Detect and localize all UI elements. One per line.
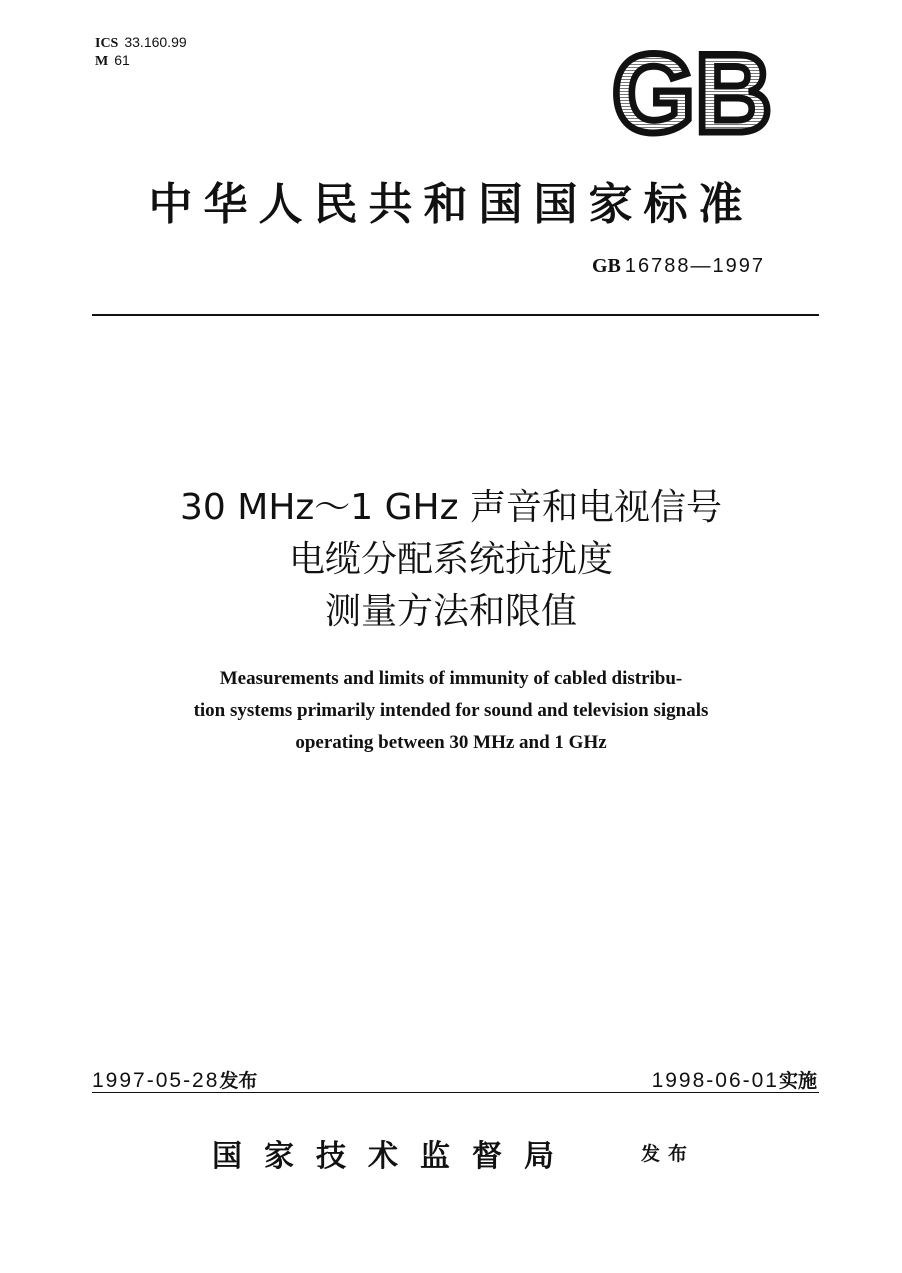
class-label: M (95, 54, 109, 69)
chinese-title-line-2: 电缆分配系统抗扰度 (288, 539, 613, 580)
class-value: 61 (114, 52, 130, 68)
classification-codes (95, 34, 187, 70)
standard-number (592, 255, 765, 278)
logo-text: GB (612, 46, 772, 142)
issuing-authority: 国家技术监督局 (212, 1139, 576, 1174)
implement-label: 实施 (778, 1070, 817, 1092)
english-title-line-3: operating between 30 MHz and 1 GHz (295, 732, 607, 753)
publish-date (92, 1066, 257, 1093)
ics-label: ICS (95, 36, 119, 51)
gb-logo (610, 46, 775, 142)
implement-date (652, 1066, 817, 1093)
english-title (0, 663, 902, 759)
implement-date-value: 1998-06-01 (651, 1069, 779, 1092)
class-code (95, 52, 187, 70)
issue-label: 发布 (641, 1143, 696, 1165)
standard-number-value: 16788—1997 (624, 255, 766, 277)
standard-type-title: 中华人民共和国国家标准 (148, 179, 754, 230)
english-title-line-1: Measurements and limits of immunity of cabled distribu- (219, 668, 683, 689)
publish-date-value: 1997-05-28 (92, 1069, 220, 1092)
publish-label: 发布 (219, 1070, 258, 1092)
chinese-title (0, 482, 902, 638)
ics-value: 33.160.99 (124, 34, 187, 50)
footer-divider (92, 1092, 819, 1093)
ics-code (95, 34, 187, 52)
english-title-line-2: tion systems primarily intended for sound and television signals (193, 700, 709, 721)
chinese-title-line-1: 30 MHz～1 GHz 声音和电视信号 (180, 487, 722, 528)
standard-number-prefix: GB (592, 255, 621, 277)
chinese-title-line-3: 测量方法和限值 (324, 591, 577, 632)
header-divider (92, 314, 819, 316)
